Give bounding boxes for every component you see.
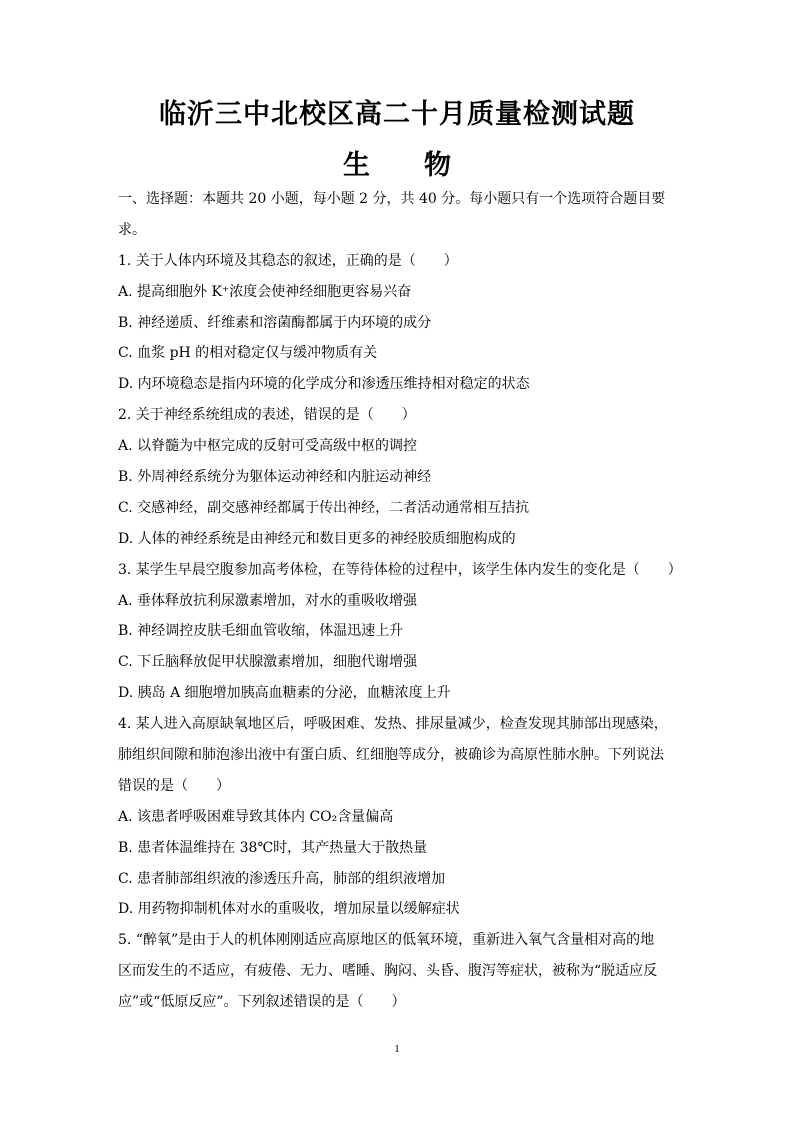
option-b: B. 患者体温维持在 38℃时，其产热量大于散热量 (118, 839, 428, 856)
option-b: B. 神经递质、纤维素和溶菌酶都属于内环境的成分 (118, 314, 432, 331)
option-c: C. 下丘脑释放促甲状腺激素增加，细胞代谢增强 (118, 654, 418, 671)
option-d: D. 胰岛 A 细胞增加胰高血糖素的分泌，血糖浓度上升 (118, 685, 451, 702)
question-stem-cont: 区而发生的不适应，有疲倦、无力、嗜睡、胸闷、头昏、腹泻等症状，被称为“脱适应反 (118, 963, 658, 980)
option-d: D. 人体的神经系统是由神经元和数目更多的神经胶质细胞构成的 (118, 530, 516, 547)
exam-content (118, 188, 683, 1022)
exam-title: 临沂三中北校区高二十月质量检测试题 (159, 99, 635, 130)
option-a: A. 以脊髓为中枢完成的反射可受高级中枢的调控 (118, 438, 418, 455)
option-c: C. 血浆 pH 的相对稳定仅与缓冲物质有关 (118, 345, 378, 362)
option-b: B. 神经调控皮肤毛细血管收缩，体温迅速上升 (118, 623, 404, 640)
question-stem: 4. 某人进入高原缺氧地区后，呼吸困难、发热、排尿量减少，检查发现其肺部出现感染， (118, 716, 668, 733)
option-a: A. 该患者呼吸困难导致其体内 CO₂含量偏高 (118, 808, 394, 825)
question-stem: 2. 关于神经系统组成的表述，错误的是（ ） (118, 407, 416, 424)
option-b: B. 外周神经系统分为躯体运动神经和内脏运动神经 (118, 469, 432, 486)
option-d: D. 内环境稳态是指内环境的化学成分和渗透压维持相对稳定的状态 (118, 376, 530, 393)
question-stem-cont: 应”或“低原反应”。下列叙述错误的是（ ） (118, 994, 406, 1011)
question-stem: 1. 关于人体内环境及其稳态的叙述，正确的是（ ） (118, 252, 458, 269)
question-stem-cont: 肺组织间隙和肺泡渗出液中有蛋白质、红细胞等成分，被确诊为高原性肺水肿。下列说法 (118, 747, 664, 764)
subject-title: 生 物 (343, 150, 451, 181)
question-stem-cont: 错误的是（ ） (118, 777, 230, 794)
question-stem: 5. “醉氧”是由于人的机体刚刚适应高原地区的低氧环境，重新进入氧气含量相对高的地 (118, 932, 655, 949)
question-stem: 3. 某学生早晨空腹参加高考体检，在等待体检的过程中，该学生体内发生的变化是（ ） (118, 561, 682, 578)
section-heading: 一、选择题：本题共 20 小题，每小题 2 分，共 40 分。每小题只有一个选项符合题目要 (118, 191, 666, 207)
option-c: C. 患者肺部组织液的渗透压升高，肺部的组织液增加 (118, 870, 446, 887)
option-d: D. 用药物抑制机体对水的重吸收，增加尿量以缓解症状 (118, 901, 460, 918)
option-a: A. 垂体释放抗利尿激素增加，对水的重吸收增强 (118, 592, 418, 609)
section-heading-cont: 求。 (118, 221, 146, 238)
page-number: 1 (394, 1043, 400, 1055)
option-a: A. 提高细胞外 K⁺浓度会使神经细胞更容易兴奋 (118, 283, 412, 300)
option-c: C. 交感神经，副交感神经都属于传出神经，二者活动通常相互拮抗 (118, 499, 530, 516)
